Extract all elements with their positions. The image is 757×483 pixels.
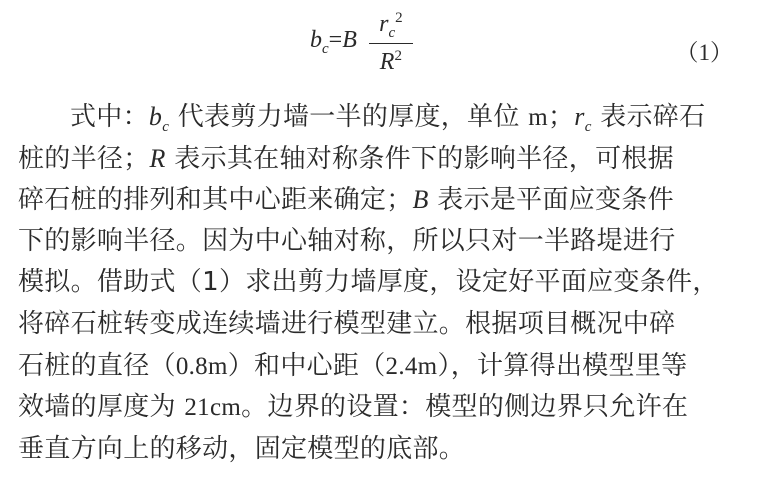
var-rc	[574, 102, 592, 136]
equation-den-exp: 2	[394, 48, 402, 65]
body-paragraph	[18, 96, 742, 470]
text-line-4: 下的影响半径。因为中心轴对称，所以只对一半路堤进行	[18, 225, 676, 256]
text-segment: 表示其在轴对称条件下的影响半径，可根据	[165, 143, 674, 174]
text-line-2	[18, 138, 742, 180]
equation-num-exp: 2	[395, 10, 403, 26]
equation-den-var: R	[379, 49, 395, 76]
text-segment: 代表剪力墙一半的厚度，单位	[169, 102, 529, 132]
text-segment: 表示碎石	[591, 102, 706, 132]
equation-formula	[310, 10, 413, 76]
equation-lhs-sub: c	[322, 41, 329, 58]
text-segment: ）和中心距（	[227, 350, 386, 381]
equation-numerator	[371, 10, 411, 43]
equation-lhs-var: b	[310, 27, 322, 54]
text-segment: 表示是平面应变条件	[428, 185, 674, 216]
var-R: R	[149, 143, 166, 173]
equation-denominator	[380, 44, 402, 75]
equation-fraction	[369, 10, 413, 76]
var-subscript: c	[162, 119, 170, 136]
var-letter: b	[148, 102, 163, 131]
text-segment: 桩的半径；	[18, 143, 150, 174]
thickness-value: 21cm	[184, 394, 242, 422]
equation-coef: B	[342, 27, 357, 54]
text-segment: 碎石桩的排列和其中心距来确定；	[18, 185, 413, 216]
equation-equals: =	[328, 27, 343, 54]
equation-lhs	[310, 27, 357, 58]
text-segment: 。边界的设置：模型的侧边界只允许在	[241, 392, 689, 423]
equation-block	[0, 0, 757, 92]
diameter-value: 0.8m	[175, 352, 228, 380]
var-B: B	[412, 185, 429, 215]
unit-text: m	[528, 104, 548, 131]
var-subscript: c	[584, 119, 592, 136]
text-line-1	[18, 96, 742, 138]
text-line-7	[18, 346, 742, 388]
text-line-8	[18, 387, 742, 429]
text-segment: 式中：	[70, 102, 149, 132]
spacing-value: 2.4m	[385, 352, 438, 380]
var-bc	[148, 102, 170, 136]
text-segment: 石桩的直径（	[18, 350, 176, 381]
text-line-5: 模拟。借助式（1）求出剪力墙厚度，设定好平面应变条件，	[18, 267, 719, 298]
text-line-9: 垂直方向上的移动，固定模型的底部。	[18, 433, 466, 464]
var-letter: r	[574, 102, 585, 131]
text-segment: ），计算得出模型里等	[437, 350, 688, 381]
equation-num-sub: c	[388, 24, 396, 41]
equation-number: （1）	[675, 40, 733, 65]
equation-num-var: r	[379, 11, 389, 37]
text-segment: 效墙的厚度为	[18, 392, 185, 423]
text-line-6: 将碎石桩转变成连续墙进行模型建立。根据项目概况中碎	[18, 308, 676, 339]
text-line-3	[18, 179, 742, 221]
text-segment: ；	[547, 102, 575, 132]
